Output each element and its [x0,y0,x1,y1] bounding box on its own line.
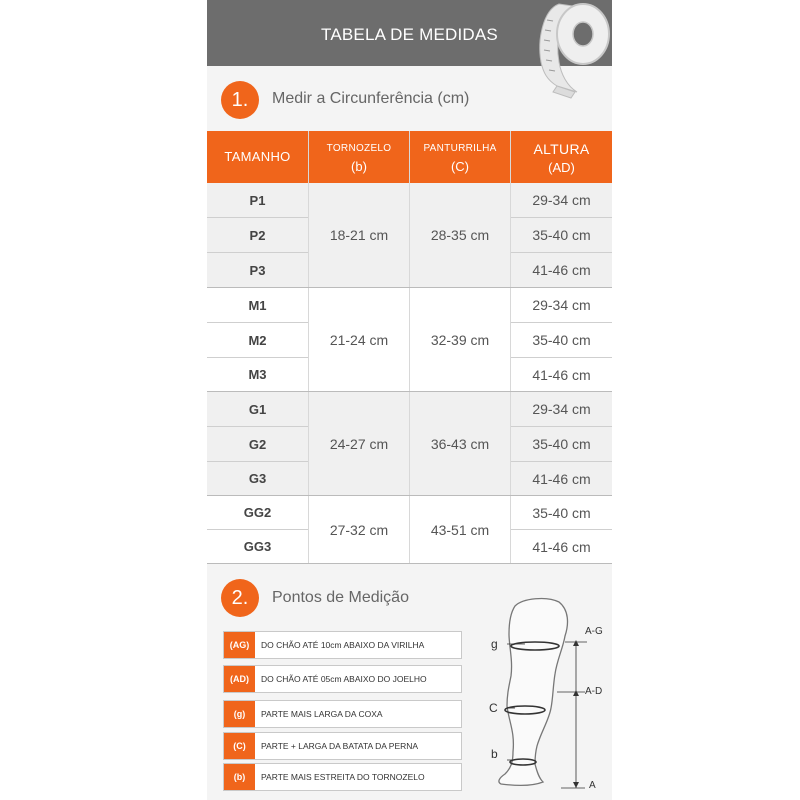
col-header-tamanho: TAMANHO [207,131,308,183]
legend-row [223,631,462,659]
size-cell: M1 [207,288,308,322]
grid-line [409,131,410,563]
section-1-title: Medir a Circunferência (cm) [272,90,470,107]
grid-line [207,495,612,496]
size-cell: P2 [207,218,308,252]
size-cell: G3 [207,462,308,495]
legend-row [223,700,462,728]
altura-cell: 41-46 cm [511,462,612,495]
grid-line [207,357,308,358]
grid-line [207,426,308,427]
legend-text: DO CHÃO ATÉ 05cm ABAIXO DO JOELHO [261,674,427,684]
legend-text: PARTE MAIS LARGA DA COXA [261,709,383,719]
grid-line [207,217,308,218]
size-cell: G1 [207,392,308,426]
altura-cell: 41-46 cm [511,253,612,287]
grid-line [207,287,612,288]
grid-line [207,529,308,530]
tornozelo-cell: 21-24 cm [309,288,409,391]
size-cell: M3 [207,358,308,391]
point-c-label: C [489,701,498,715]
altura-cell: 29-34 cm [511,183,612,217]
point-g-label: g [491,637,498,651]
col-header-panturrilha: PANTURRILHA (C) [410,131,510,183]
legend-row [223,665,462,693]
ag-label: A-G [585,626,603,637]
ad-label: A-D [585,686,603,697]
legend-text: PARTE + LARGA DA BATATA DA PERNA [261,741,419,751]
grid-line [511,529,612,530]
altura-cell: 35-40 cm [511,218,612,252]
legend-code: (C) [224,733,255,759]
point-b-label: b [491,747,498,761]
legend-row [223,763,462,791]
tornozelo-cell: 27-32 cm [309,496,409,563]
panturrilha-cell: 32-39 cm [410,288,510,391]
grid-line [308,131,309,563]
grid-line [207,391,612,392]
legend-text: PARTE MAIS ESTREITA DO TORNOZELO [261,772,425,782]
altura-cell: 35-40 cm [511,496,612,529]
grid-line [510,131,511,563]
grid-line [207,461,308,462]
size-cell: M2 [207,323,308,357]
grid-line [511,322,612,323]
grid-line [511,461,612,462]
tornozelo-cell: 18-21 cm [309,183,409,287]
step-1-badge: 1. [221,81,259,119]
altura-cell: 35-40 cm [511,427,612,461]
grid-line [511,357,612,358]
grid-line [207,322,308,323]
panturrilha-cell: 36-43 cm [410,392,510,495]
leg-measurement-diagram [477,592,612,800]
grid-line [207,252,308,253]
page-title: TABELA DE MEDIDAS [321,25,498,44]
grid-line [511,217,612,218]
col-header-tornozelo: TORNOZELO (b) [309,131,409,183]
grid-line [207,563,612,564]
legend-code: (g) [224,701,255,727]
altura-cell: 29-34 cm [511,392,612,426]
tornozelo-cell: 24-27 cm [309,392,409,495]
altura-cell: 29-34 cm [511,288,612,322]
panturrilha-cell: 43-51 cm [410,496,510,563]
legend-row [223,732,462,760]
grid-line [511,252,612,253]
step-2-badge: 2. [221,579,259,617]
size-chart-card [207,0,612,800]
tape-measure-icon [497,0,612,100]
section-2-title: Pontos de Medição [272,589,409,606]
col-header-altura: ALTURA (AD) [511,131,612,183]
legend-code: (b) [224,764,255,790]
a-label: A [589,780,596,791]
altura-cell: 41-46 cm [511,358,612,391]
legend-code: (AD) [224,666,255,692]
size-cell: P1 [207,183,308,217]
size-cell: GG2 [207,496,308,529]
panturrilha-cell: 28-35 cm [410,183,510,287]
size-cell: G2 [207,427,308,461]
legend-text: DO CHÃO ATÉ 10cm ABAIXO DA VIRILHA [261,640,425,650]
altura-cell: 41-46 cm [511,530,612,563]
altura-cell: 35-40 cm [511,323,612,357]
size-cell: GG3 [207,530,308,563]
size-cell: P3 [207,253,308,287]
legend-code: (AG) [224,632,255,658]
grid-line [511,426,612,427]
